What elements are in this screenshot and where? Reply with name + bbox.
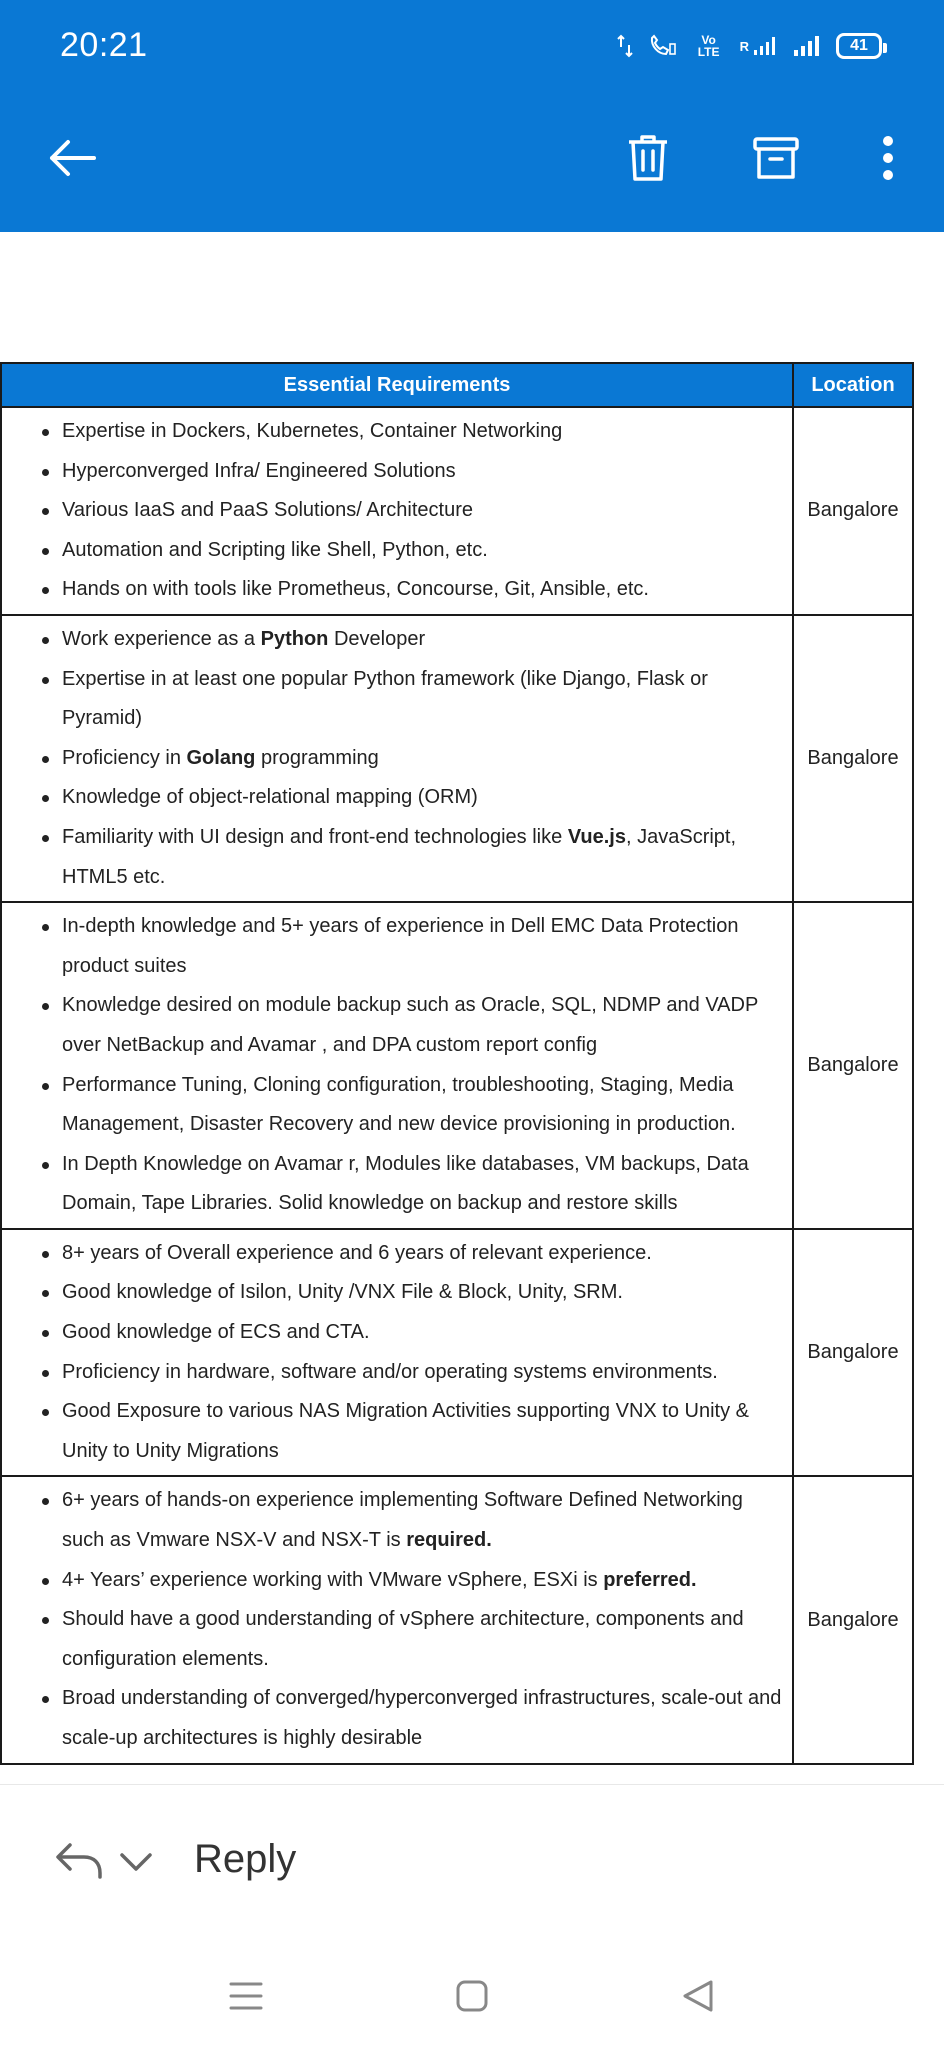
requirements-list: [38, 907, 784, 1224]
table-header-row: [1, 363, 913, 407]
app-bar: [0, 0, 944, 232]
back-arrow-icon: [46, 138, 98, 178]
list-item: Proficiency in Golang programming: [38, 739, 784, 779]
list-item: Should have a good understanding of vSphere architecture, components and configuration elements.: [38, 1600, 784, 1679]
list-item: Familiarity with UI design and front-end technologies like Vue.js, JavaScript, HTML5 etc.: [38, 818, 784, 897]
status-time: 20:21: [60, 26, 148, 64]
reply-button[interactable]: Reply: [194, 1837, 297, 1881]
list-item: Knowledge desired on module backup such as Oracle, SQL, NDMP and VADP over NetBackup and Avamar , and DPA custom report config: [38, 986, 784, 1065]
wifi-calling-icon: [648, 34, 678, 58]
trash-icon: [626, 133, 670, 183]
table-row: [1, 615, 913, 902]
requirements-cell: [1, 1229, 793, 1477]
header-location: Location: [793, 363, 913, 407]
location-cell: Bangalore: [793, 407, 913, 615]
list-item: Good Exposure to various NAS Migration Activities supporting VNX to Unity & Unity to Unity Migrations: [38, 1392, 784, 1471]
status-icons: [616, 26, 882, 66]
roaming-signal-icon: [740, 35, 778, 57]
signal-icon: [792, 34, 822, 58]
location-cell: Bangalore: [793, 615, 913, 902]
table-row: [1, 902, 913, 1229]
requirements-cell: [1, 615, 793, 902]
requirements-cell: [1, 1476, 793, 1763]
requirements-cell: [1, 902, 793, 1229]
archive-icon: [752, 135, 800, 181]
list-item: Proficiency in hardware, software and/or operating systems environments.: [38, 1353, 784, 1393]
nav-back-icon: [681, 1979, 715, 2013]
requirements-table: [0, 362, 914, 1765]
back-button[interactable]: [42, 128, 102, 188]
location-cell: Bangalore: [793, 1476, 913, 1763]
table-row: [1, 1476, 913, 1763]
requirements-list: [38, 1481, 784, 1758]
list-item: Hands on with tools like Prometheus, Concourse, Git, Ansible, etc.: [38, 570, 784, 610]
battery-indicator: 41: [836, 33, 882, 59]
more-vertical-icon: [881, 135, 895, 181]
list-item: Expertise in Dockers, Kubernetes, Container Networking: [38, 412, 784, 452]
home-icon: [455, 1979, 489, 2013]
list-item: In Depth Knowledge on Avamar r, Modules like databases, VM backups, Data Domain, Tape Libraries. Solid knowledge on backup and restore skills: [38, 1145, 784, 1224]
delete-button[interactable]: [618, 128, 678, 188]
requirements-cell: [1, 407, 793, 615]
list-item: Knowledge of object-relational mapping (ORM): [38, 778, 784, 818]
table-row: [1, 407, 913, 615]
list-item: In-depth knowledge and 5+ years of experience in Dell EMC Data Protection product suites: [38, 907, 784, 986]
list-item: Hyperconverged Infra/ Engineered Solutions: [38, 452, 784, 492]
table-row: [1, 1229, 913, 1477]
list-item: Automation and Scripting like Shell, Python, etc.: [38, 531, 784, 571]
system-nav-bar: [0, 1944, 944, 2048]
list-item: 4+ Years’ experience working with VMware vSphere, ESXi is preferred.: [38, 1561, 784, 1601]
more-options-button[interactable]: [858, 128, 918, 188]
list-item: 8+ years of Overall experience and 6 years of relevant experience.: [38, 1234, 784, 1274]
list-item: Good knowledge of ECS and CTA.: [38, 1313, 784, 1353]
list-item: Work experience as a Python Developer: [38, 620, 784, 660]
data-transfer-icon: [616, 33, 634, 59]
email-body: [0, 362, 912, 1765]
list-item: Various IaaS and PaaS Solutions/ Architecture: [38, 491, 784, 531]
reply-bar: [0, 1784, 944, 1944]
location-cell: Bangalore: [793, 902, 913, 1229]
list-item: 6+ years of hands-on experience implementing Software Defined Networking such as Vmware NSX-V and NSX-T is required.: [38, 1481, 784, 1560]
chevron-down-icon[interactable]: [118, 1851, 154, 1878]
header-essential-requirements: Essential Requirements: [1, 363, 793, 407]
nav-back-button[interactable]: [668, 1966, 728, 2026]
list-item: Good knowledge of Isilon, Unity /VNX File & Block, Unity, SRM.: [38, 1273, 784, 1313]
volte-label: Vo LTE: [697, 33, 720, 59]
requirements-list: [38, 1234, 784, 1472]
list-item: Performance Tuning, Cloning configuration, troubleshooting, Staging, Media Management, Disaster Recovery and new device provisioning in production.: [38, 1066, 784, 1145]
location-cell: Bangalore: [793, 1229, 913, 1477]
archive-button[interactable]: [746, 128, 806, 188]
recent-apps-button[interactable]: [216, 1966, 276, 2026]
roaming-label: R: [739, 38, 749, 54]
list-item: Broad understanding of converged/hyperconverged infrastructures, scale-out and scale-up architectures is highly desirable: [38, 1679, 784, 1758]
reply-icon[interactable]: [54, 1841, 104, 1886]
list-item: Expertise in at least one popular Python framework (like Django, Flask or Pyramid): [38, 660, 784, 739]
recent-apps-icon: [229, 1981, 263, 2011]
home-button[interactable]: [442, 1966, 502, 2026]
requirements-list: [38, 412, 784, 610]
requirements-list: [38, 620, 784, 897]
